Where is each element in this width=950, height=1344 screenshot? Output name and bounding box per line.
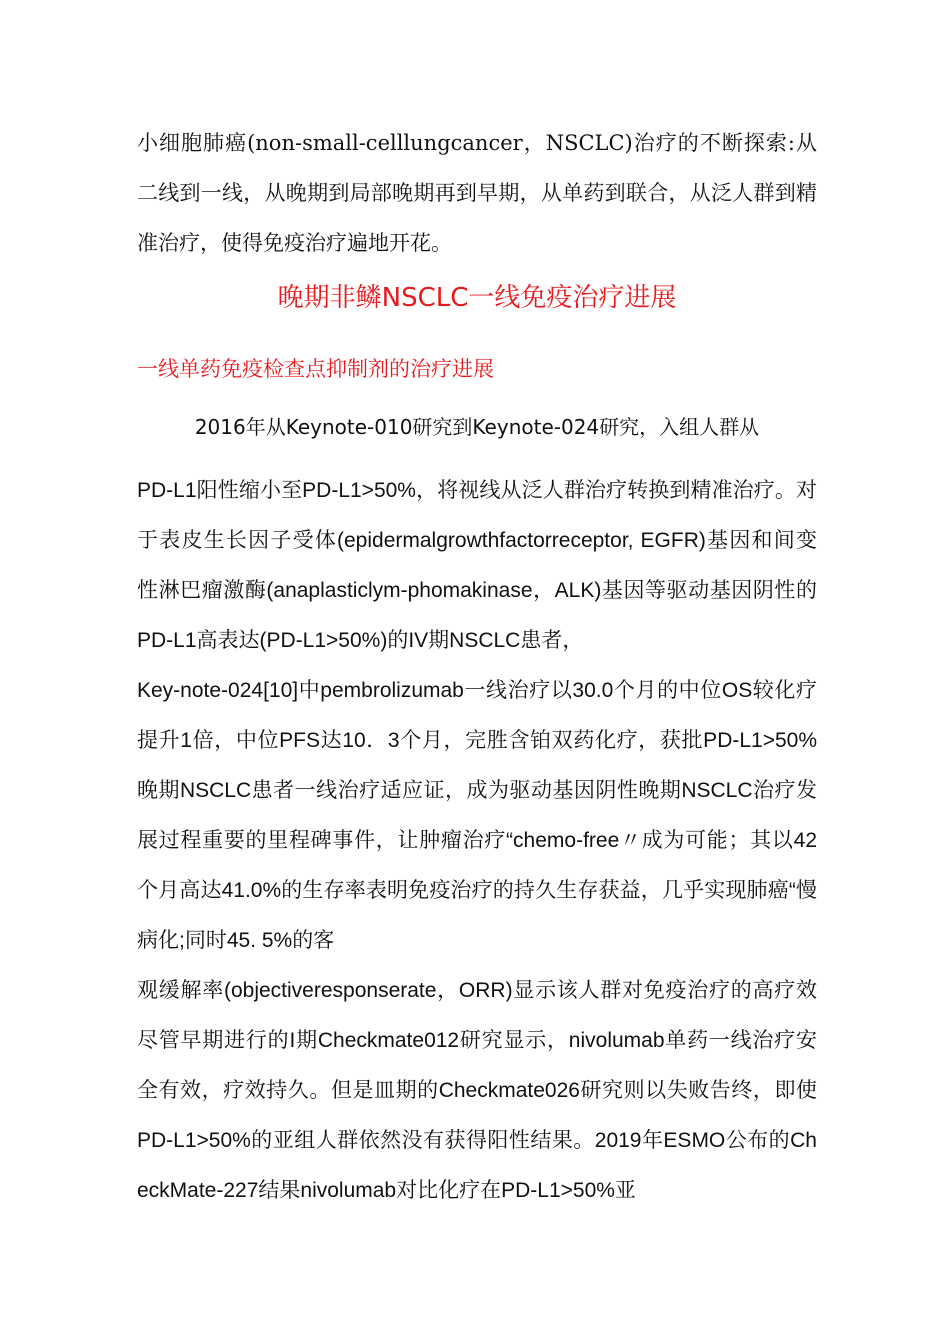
body-paragraph-3: 观缓解率(objectiveresponserate，ORR)显示该人群对免疫治疗的高疗效尽管早期进行的I期Checkmate012研究显示，nivolumab单药一线治疗安全有效，疗效持久。但是皿期的Checkmate026研究则以失败告终，即使PD-L1>50%的亚组人群依然没有获得阳性结果。2019年ESMO公布的CheckMate-227结果nivolumab对比化疗在PD-L1>50%亚 (137, 979, 817, 1202)
document-body (137, 118, 817, 1216)
subsection-title: 一线单药免疫检查点抑制剂的治疗进展 (137, 357, 494, 381)
centered-line: 2016年从Keynote-010研究到Keynote-024研究，入组人群从 (194, 415, 760, 439)
body-paragraph-1: PD-L1阳性缩小至PD-L1>50%，将视线从泛人群治疗转换到精准治疗。对于表皮生长因子受体(epidermalgrowthfactorreceptor, EGFR)基因和间变性淋巴瘤激酶(anaplasticlym-phomakinase，ALK)基因等驱动基因阴性的PD-L1高表达(PD-L1>50%)的IV期NSCLC患者， (137, 479, 817, 652)
intro-paragraph: 小细胞肺癌(non-small-celllungcancer，NSCLC)治疗的不断探索:从二线到一线，从晚期到局部晚期再到早期，从单药到联合，从泛人群到精准治疗，使得免疫治疗遍地开花。 (137, 131, 817, 255)
body-paragraph-2: Key-note-024[10]中pembrolizumab一线治疗以30.0个月的中位OS较化疗提升1倍，中位PFS达10．3个月，完胜含铂双药化疗，获批PD-L1>50%晚期NSCLC患者一线治疗适应证，成为驱动基因阴性晚期NSCLC治疗发展过程重要的里程碑事件，让肿瘤治疗“chemo-free〃成为可能；其以42个月高达41.0%的生存率表明免疫治疗的持久生存获益，几乎实现肺癌“慢病化;同时45. 5%的客 (137, 679, 817, 952)
section-title: 晚期非鳞NSCLC一线免疫治疗进展 (277, 283, 677, 313)
